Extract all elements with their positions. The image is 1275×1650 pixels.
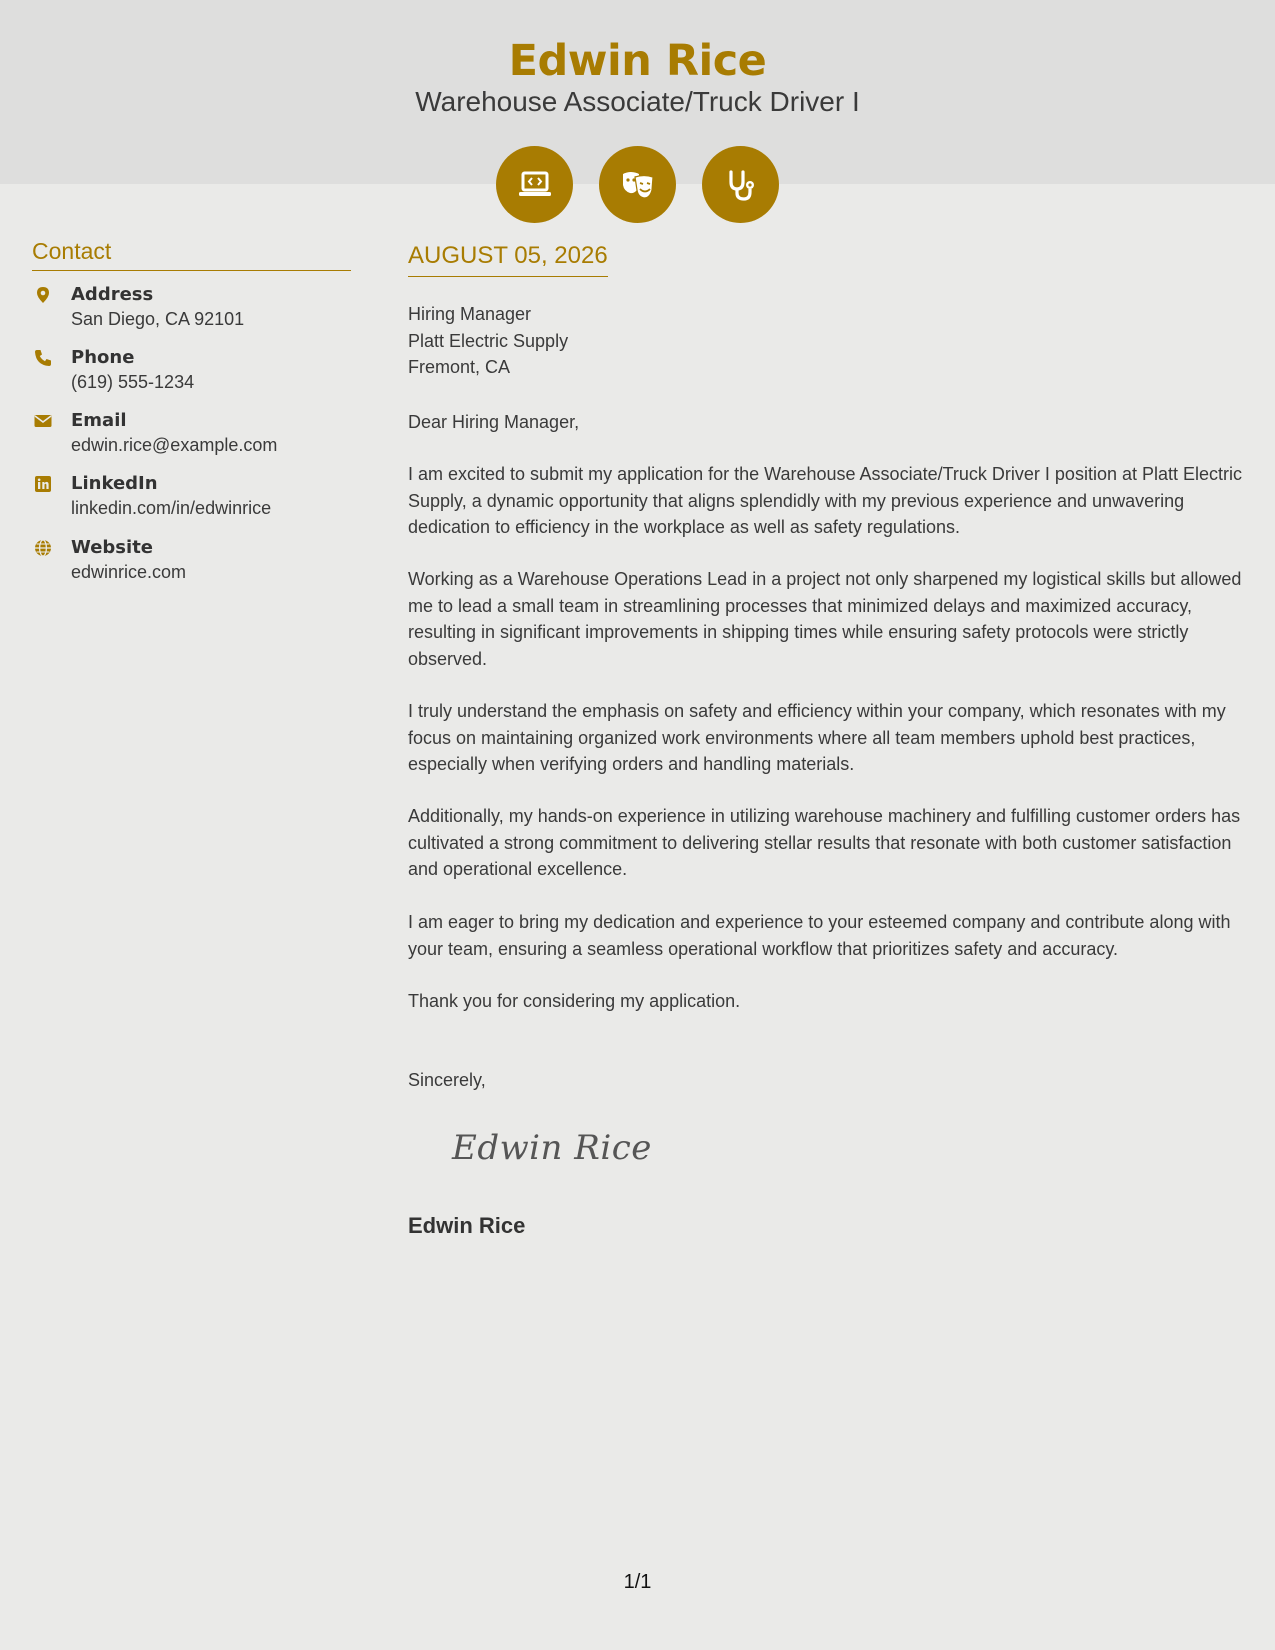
letter-paragraph: Working as a Warehouse Operations Lead in a project not only sharpened my logistical skills but allowed me to lead a small team in streamlining processes that minimized delays and maximized accuracy, resulting in significant improvements in shipping times while ensuring safety protocols were strictly observed. [408,569,1242,669]
globe-icon [34,539,52,557]
phone-icon [34,349,52,367]
laptop-code-icon [496,146,573,223]
address-value: San Diego, CA 92101 [71,309,245,329]
letter-date: AUGUST 05, 2026 [408,242,608,277]
email-label: Email [71,410,127,431]
handwritten-signature: Edwin Rice [452,1128,652,1168]
website-label: Website [71,537,154,558]
linkedin-icon [34,475,52,493]
recipient-company: Platt Electric Supply [408,330,569,351]
letter-paragraph: I am eager to bring my dedication and experience to your esteemed company and contribute along with your team, ensuring a seamless operational workflow that prioritizes safety and accuracy. [408,912,1231,959]
signer-name: Edwin Rice [408,1213,526,1238]
letter-paragraph: I am excited to submit my application for the Warehouse Associate/Truck Driver I position at Platt Electric Supply, a dynamic opportunity that aligns splendidly with my previous experience and unwavering dedication to efficiency in the workplace as well as safety regulations. [408,464,1243,537]
contact-heading: Contact [32,238,112,264]
recipient-location: Fremont, CA [408,357,511,377]
theater-masks-icon [599,146,676,223]
closing: Sincerely, [408,1070,486,1090]
map-pin-icon [34,286,52,304]
linkedin-label: LinkedIn [71,473,158,494]
recipient-name: Hiring Manager [408,304,532,324]
website-value: edwinrice.com [71,562,187,582]
envelope-icon [34,412,52,430]
letter-paragraph: Thank you for considering my application. [408,991,741,1011]
letter-paragraph: Additionally, my hands-on experience in utilizing warehouse machinery and fulfilling customer orders has cultivated a strong commitment to delivering stellar results that resonate with both customer satisfaction and operational excellence. [408,806,1241,879]
contact-divider [32,270,351,271]
recipient-block [408,301,568,381]
job-title: Warehouse Associate/Truck Driver I [415,86,860,117]
phone-value: (619) 555-1234 [71,372,195,392]
stethoscope-icon [702,146,779,223]
letter-paragraph: I truly understand the emphasis on safety and efficiency within your company, which resonates with my focus on maintaining organized work environments where all team members uphold best practices, especially when verifying orders and handling materials. [408,701,1226,774]
linkedin-value: linkedin.com/in/edwinrice [71,498,272,518]
phone-label: Phone [71,347,135,368]
applicant-name: Edwin Rice [508,36,767,86]
salutation: Dear Hiring Manager, [408,412,580,432]
email-value: edwin.rice@example.com [71,435,278,455]
address-label: Address [71,284,154,305]
page-number: 1/1 [623,1571,652,1593]
